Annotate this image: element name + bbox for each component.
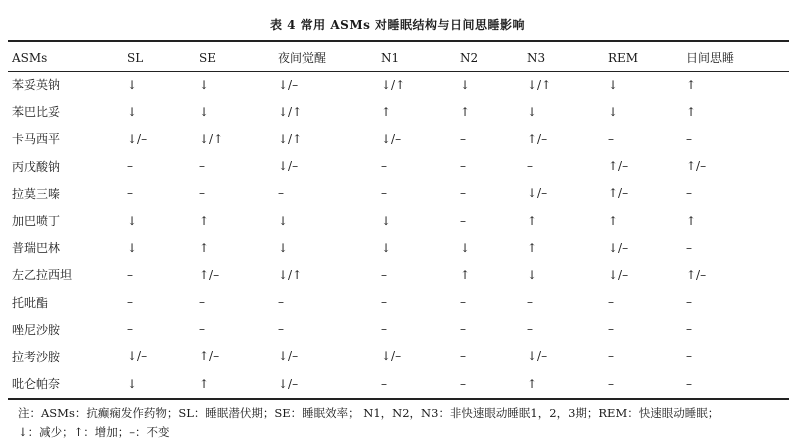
effect-cell: ↓/↑: [278, 104, 303, 119]
effect-cell: ↑: [686, 104, 697, 119]
effect-cell: –: [460, 322, 466, 337]
effect-cell: ↓/↑: [278, 131, 303, 146]
effect-cell: ↓/–: [527, 349, 548, 364]
effect-cell: ↓/–: [278, 376, 299, 391]
table-row: [8, 153, 789, 180]
drug-name-cell: 苯妥英钠: [12, 78, 61, 93]
effect-cell: –: [127, 186, 133, 201]
effect-cell: –: [460, 213, 466, 228]
effect-cell: –: [381, 159, 387, 174]
effect-cell: –: [127, 267, 133, 282]
effect-cell: ↑/–: [527, 131, 548, 146]
drug-name-cell: 唑尼沙胺: [12, 322, 61, 337]
effect-cell: ↑: [381, 104, 392, 119]
effect-cell: –: [686, 131, 692, 146]
effect-cell: ↓/↑: [199, 131, 224, 146]
effect-cell: ↑/–: [608, 186, 629, 201]
effect-cell: ↓: [199, 104, 210, 119]
effect-cell: ↑: [686, 213, 697, 228]
header-cell-daytime-sleepiness: 日间思睡: [686, 51, 735, 65]
effect-cell: –: [381, 295, 387, 310]
effect-cell: ↓/–: [278, 159, 299, 174]
drug-name-cell: 拉考沙胺: [12, 349, 61, 364]
effect-cell: ↓/–: [608, 267, 629, 282]
effect-cell: –: [608, 322, 614, 337]
effect-cell: –: [686, 322, 692, 337]
effect-cell: ↓: [127, 77, 138, 92]
drug-name-cell: 吡仑帕奈: [12, 377, 61, 392]
header-cell-rem: REM: [608, 50, 639, 65]
header-cell-se: SE: [199, 50, 216, 65]
effect-cell: ↓/–: [127, 131, 148, 146]
table-row: [8, 289, 789, 316]
effect-cell: –: [381, 376, 387, 391]
effect-cell: ↓: [460, 240, 471, 255]
effect-cell: ↓/↑: [381, 77, 406, 92]
effect-cell: ↓/↑: [527, 77, 552, 92]
table-body: [8, 71, 789, 397]
header-cell-n1: N1: [381, 50, 400, 65]
table-row: [8, 343, 789, 370]
note-line: ↓：减少；↑：增加；–：不变: [18, 425, 170, 439]
effect-cell: –: [686, 349, 692, 364]
effect-cell: ↑/–: [199, 349, 220, 364]
effect-cell: –: [686, 376, 692, 391]
effect-cell: –: [608, 376, 614, 391]
effect-cell: ↑: [460, 104, 471, 119]
effect-cell: –: [278, 295, 284, 310]
drug-name-cell: 托吡酯: [12, 295, 49, 310]
drug-name-cell: 卡马西平: [12, 132, 61, 147]
bottom-rule: [8, 398, 789, 400]
effect-cell: ↓/–: [278, 77, 299, 92]
effect-cell: –: [381, 267, 387, 282]
effect-cell: ↑/–: [608, 159, 629, 174]
effect-cell: ↓/–: [381, 131, 402, 146]
header-cell-sl: SL: [127, 50, 144, 65]
drug-name-cell: 苯巴比妥: [12, 105, 61, 120]
effect-cell: ↑: [460, 267, 471, 282]
table-row: [8, 207, 789, 234]
effect-cell: ↓: [127, 213, 138, 228]
table-row: [8, 125, 789, 152]
header-cell-asms: ASMs: [12, 50, 48, 65]
effect-cell: ↑/–: [686, 159, 707, 174]
effect-cell: ↓: [127, 376, 138, 391]
effect-cell: ↓/–: [127, 349, 148, 364]
effect-cell: ↑/–: [199, 267, 220, 282]
effect-cell: ↓/–: [527, 186, 548, 201]
table-row: [8, 98, 789, 125]
effect-cell: ↑/–: [686, 267, 707, 282]
effect-cell: –: [199, 322, 205, 337]
effect-cell: ↑: [527, 213, 538, 228]
table-row: [8, 71, 789, 98]
effect-cell: –: [127, 295, 133, 310]
effect-cell: ↓: [381, 240, 392, 255]
table-row: [8, 316, 789, 343]
effect-cell: –: [199, 159, 205, 174]
effect-cell: ↓: [381, 213, 392, 228]
effect-cell: ↓: [127, 104, 138, 119]
table-row: [8, 180, 789, 207]
drug-name-cell: 加巴喷丁: [12, 214, 61, 229]
effect-cell: ↓: [608, 104, 619, 119]
effect-cell: ↓: [608, 77, 619, 92]
effect-cell: –: [608, 295, 614, 310]
drug-name-cell: 普瑞巴林: [12, 241, 61, 256]
effect-cell: –: [527, 295, 533, 310]
drug-name-cell: 拉莫三嗪: [12, 186, 61, 201]
effect-cell: –: [278, 322, 284, 337]
effect-cell: ↑: [608, 213, 619, 228]
effect-cell: –: [278, 186, 284, 201]
table-note: [18, 404, 788, 442]
top-rule: [8, 40, 789, 42]
effect-cell: ↑: [527, 376, 538, 391]
effect-cell: ↑: [199, 240, 210, 255]
effect-cell: –: [527, 159, 533, 174]
drug-name-cell: 丙戊酸钠: [12, 159, 61, 174]
effect-cell: –: [686, 240, 692, 255]
effect-cell: –: [127, 322, 133, 337]
effect-cell: –: [527, 322, 533, 337]
effect-cell: –: [381, 322, 387, 337]
effect-cell: –: [608, 131, 614, 146]
table-row: [8, 234, 789, 261]
effect-cell: –: [686, 186, 692, 201]
effect-cell: ↑: [527, 240, 538, 255]
effect-cell: ↓/–: [381, 349, 402, 364]
header-row: [8, 44, 789, 71]
table-title: 表 4 常用 ASMs 对睡眠结构与日间思睡影响: [269, 18, 526, 32]
effect-cell: ↓: [278, 240, 289, 255]
asm-sleep-table: [8, 44, 789, 397]
effect-cell: ↓: [527, 267, 538, 282]
effect-cell: ↓/–: [278, 349, 299, 364]
effect-cell: –: [686, 295, 692, 310]
effect-cell: –: [460, 159, 466, 174]
effect-cell: ↓: [527, 104, 538, 119]
effect-cell: –: [460, 349, 466, 364]
effect-cell: –: [199, 186, 205, 201]
effect-cell: ↓: [127, 240, 138, 255]
table-row: [8, 370, 789, 397]
effect-cell: –: [460, 186, 466, 201]
effect-cell: –: [381, 186, 387, 201]
effect-cell: –: [608, 349, 614, 364]
effect-cell: –: [460, 131, 466, 146]
header-cell-n2: N2: [460, 50, 479, 65]
effect-cell: –: [460, 376, 466, 391]
effect-cell: ↓: [199, 77, 210, 92]
effect-cell: ↑: [686, 77, 697, 92]
effect-cell: ↑: [199, 213, 210, 228]
effect-cell: –: [199, 295, 205, 310]
header-cell-night-awakening: 夜间觉醒: [278, 51, 327, 65]
effect-cell: ↓: [278, 213, 289, 228]
effect-cell: ↑: [199, 376, 210, 391]
effect-cell: ↓: [460, 77, 471, 92]
effect-cell: –: [127, 159, 133, 174]
header-cell-n3: N3: [527, 50, 546, 65]
effect-cell: ↓/–: [608, 240, 629, 255]
table-row: [8, 261, 789, 288]
effect-cell: ↓/↑: [278, 267, 303, 282]
drug-name-cell: 左乙拉西坦: [12, 268, 73, 283]
note-line: 注：ASMs：抗癫痫发作药物；SL：睡眠潜伏期；SE：睡眠效率； N1，N2，N3：非快速眼动睡眠1，2，3期；REM：快速眼动睡眠；: [18, 406, 720, 420]
effect-cell: –: [460, 295, 466, 310]
